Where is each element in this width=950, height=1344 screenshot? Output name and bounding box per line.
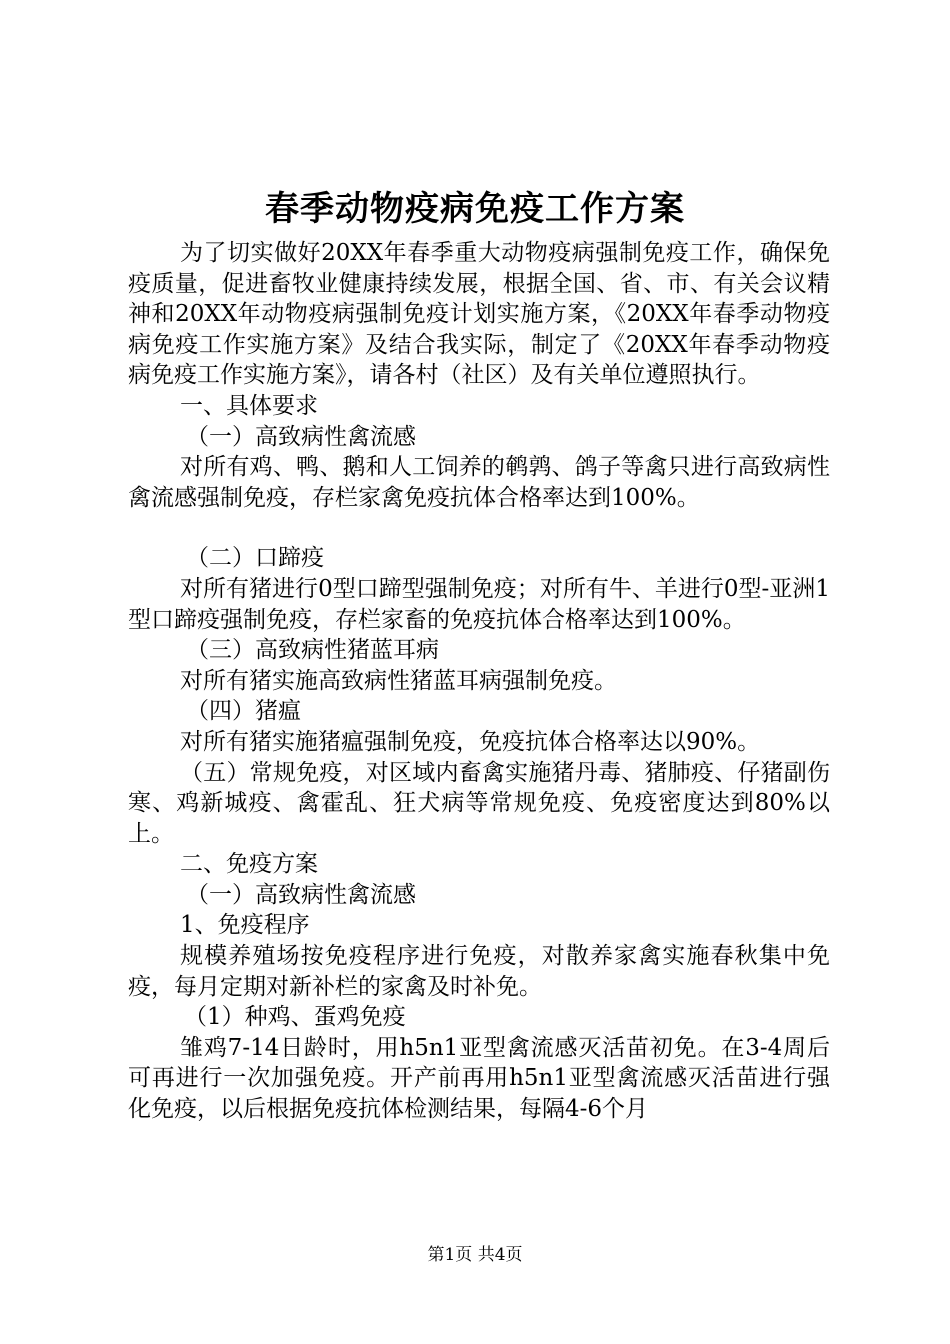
body-paragraph: （五）常规免疫，对区域内畜禽实施猪丹毒、猪肺疫、仔猪副伤寒、鸡新城疫、禽霍乱、狂犬病等常规免疫、免疫密度达到80%以上。	[128, 759, 830, 847]
page-footer: 第1页 共4页	[427, 1245, 523, 1265]
document-body	[128, 238, 830, 1125]
subsection-heading: （一）高致病性禽流感	[186, 423, 416, 450]
body-paragraph: 对所有猪进行0型口蹄型强制免疫；对所有牛、羊进行0型-亚洲1型口蹄疫强制免疫，存栏家畜的免疫抗体合格率达到100%。	[128, 575, 830, 633]
body-paragraph: 对所有猪实施高致病性猪蓝耳病强制免疫。	[180, 667, 617, 694]
section-heading: 一、具体要求	[180, 392, 318, 419]
subsection-heading: （一）高致病性禽流感	[186, 881, 416, 908]
section-heading: 二、免疫方案	[180, 851, 318, 878]
body-paragraph: 规模养殖场按免疫程序进行免疫，对散养家禽实施春秋集中免疫，每月定期对新补栏的家禽及时补免。	[128, 943, 830, 1000]
body-paragraph: 雏鸡7-14日龄时，用h5n1亚型禽流感灭活苗初免。在3-4周后可再进行一次加强免疫。开产前再用h5n1亚型禽流感灭活苗进行强化免疫，以后根据免疫抗体检测结果，每隔4-6个月	[128, 1034, 830, 1123]
intro-paragraph: 为了切实做好20XX年春季重大动物疫病强制免疫工作，确保免疫质量，促进畜牧业健康持续发展，根据全国、省、市、有关会议精神和20XX年动物疫病强制免疫计划实施方案，《20XX年春季动物疫病免疫工作实施方案》及结合我实际，制定了《20XX年春季动物疫病免疫工作实施方案》，请各村（社区）及有关单位遵照执行。	[128, 240, 830, 389]
subsection-heading: （四）猪瘟	[186, 698, 301, 725]
item-heading: 1、免疫程序	[180, 912, 310, 939]
body-paragraph: 对所有猪实施猪瘟强制免疫，免疫抗体合格率达以90%。	[180, 728, 761, 755]
subsection-heading: （三）高致病性猪蓝耳病	[186, 637, 439, 664]
item-subheading: （1）种鸡、蛋鸡免疫	[184, 1004, 406, 1031]
subsection-heading: （二）口蹄疫	[186, 545, 324, 572]
document-title: 春季动物疫病免疫工作方案	[265, 189, 685, 229]
body-paragraph: 对所有鸡、鸭、鹅和人工饲养的鹌鹑、鸽子等禽只进行高致病性禽流感强制免疫，存栏家禽免疫抗体合格率达到100%。	[128, 454, 830, 511]
